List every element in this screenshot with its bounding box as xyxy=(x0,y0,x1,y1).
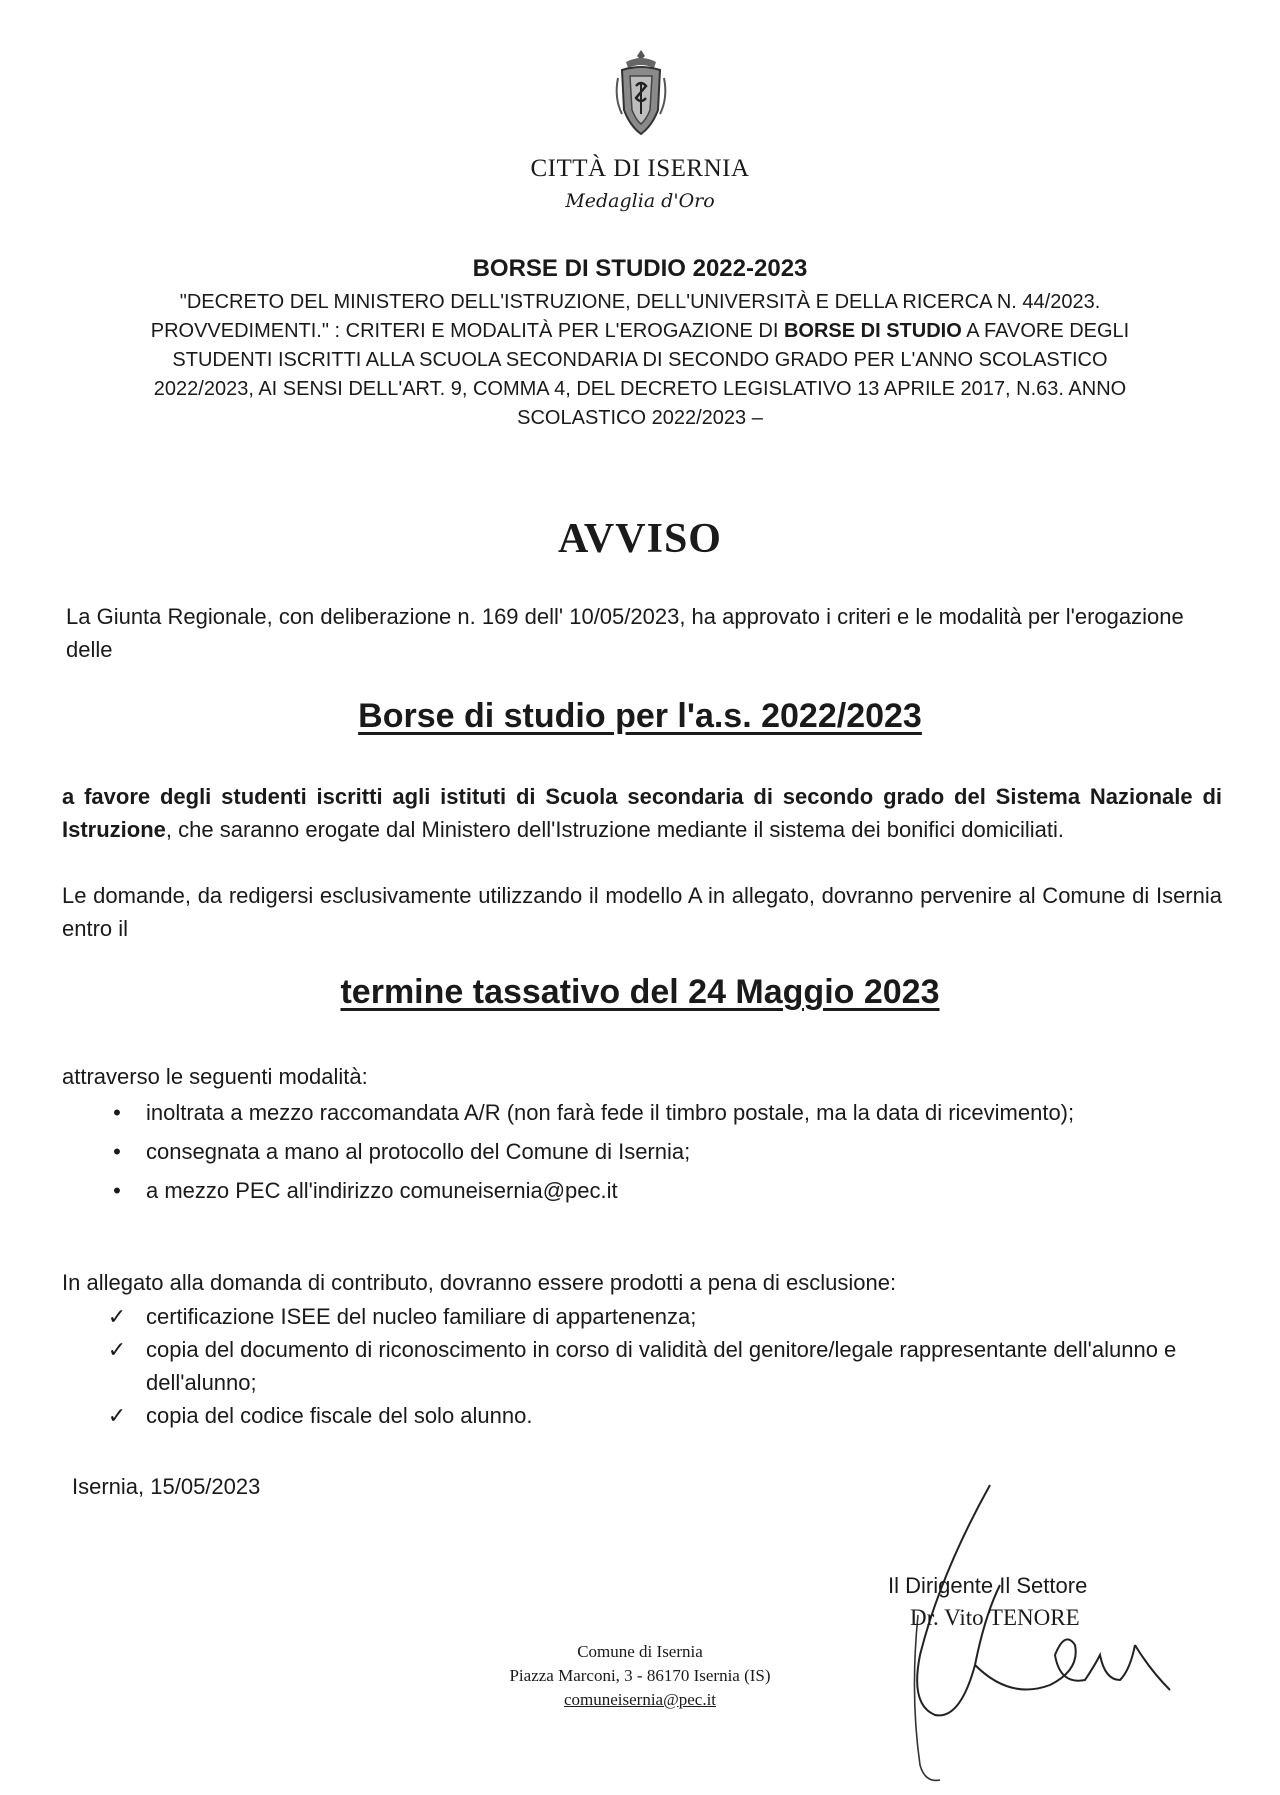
footer-line1: Comune di Isernia xyxy=(577,1642,703,1661)
method-text: a mezzo PEC all'indirizzo comuneisernia@pec.it xyxy=(146,1178,618,1203)
method-text: consegnata a mano al protocollo del Comune di Isernia; xyxy=(146,1139,691,1164)
list-item xyxy=(62,1399,1222,1432)
method-text: inoltrata a mezzo raccomandata A/R (non farà fede il timbro postale, ma la data di ricevimento); xyxy=(146,1100,1075,1125)
attachments-intro: In allegato alla domanda di contributo, dovranno essere prodotti a pena di esclusione: xyxy=(62,1270,897,1295)
attachment-text: copia del codice fiscale del solo alunno. xyxy=(146,1403,533,1428)
intro-paragraph: La Giunta Regionale, con deliberazione n. 169 dell' 10/05/2023, ha approvato i criteri e le modalità per l'erogazione delle xyxy=(66,604,1184,662)
notice-title: BORSE DI STUDIO 2022-2023 xyxy=(472,255,808,282)
beneficiaries-rest: , che saranno erogate dal Ministero dell'Istruzione mediante il sistema dei bonifici domiciliati. xyxy=(165,817,1064,842)
attachment-text: certificazione ISEE del nucleo familiare di appartenenza; xyxy=(146,1304,697,1329)
decree-text-start: "DECRETO DEL MINISTERO DELL'ISTRUZIONE, DELL'UNIVERSITÀ E DELLA RICERCA N. 44/2023. PROVVEDIMENTI." : CRITERI E MODALITÀ PER L'EROGAZIONE DI xyxy=(150,291,1101,342)
list-item xyxy=(62,1333,1222,1399)
attachments-list xyxy=(62,1300,1222,1432)
beneficiaries-paragraph xyxy=(62,780,1222,846)
deadline-heading: termine tassativo del 24 Maggio 2023 xyxy=(340,973,940,1011)
scholarship-subheading: Borse di studio per l'a.s. 2022/2023 xyxy=(358,697,922,735)
list-item xyxy=(62,1096,1222,1129)
footer-line2: Piazza Marconi, 3 - 86170 Isernia (IS) xyxy=(509,1666,771,1685)
notice-heading: AVVISO xyxy=(558,516,722,562)
list-item xyxy=(62,1135,1222,1168)
city-motto: Medaglia d'Oro xyxy=(565,190,715,212)
check-icon: ✓ xyxy=(107,1337,127,1362)
application-paragraph: Le domande, da redigersi esclusivamente utilizzando il modello A in allegato, dovranno pervenire al Comune di Isernia entro il xyxy=(62,883,1222,941)
footer-email-link[interactable]: comuneisernia@pec.it xyxy=(563,1690,717,1709)
check-icon: ✓ xyxy=(107,1304,127,1329)
decree-text-bold: BORSE DI STUDIO xyxy=(783,320,962,342)
signatory-name: Dr. Vito TENORE xyxy=(910,1605,1080,1630)
attachment-text: copia del documento di riconoscimento in corso di validità del genitore/legale rappresentante dell'alunno e dell'alunno; xyxy=(146,1337,1177,1395)
bullet-icon: • xyxy=(113,1178,121,1203)
decree-text-end: A FAVORE DEGLI STUDENTI ISCRITTI ALLA SCUOLA SECONDARIA DI SECONDO GRADO PER L'ANNO SCOLASTICO 2022/2023, AI SENSI DELL'ART. 9, COMMA 4, DEL DECRETO LEGISLATIVO 13 APRILE 2017, N.63. ANNO SCOLASTICO 2022/2023 – xyxy=(153,320,1130,429)
signatory-role: Il Dirigente Il Settore xyxy=(888,1573,1088,1598)
bullet-icon: • xyxy=(113,1100,121,1125)
place-date: Isernia, 15/05/2023 xyxy=(72,1474,261,1499)
city-crest-icon xyxy=(612,48,670,138)
list-item xyxy=(62,1300,1222,1333)
footer-address xyxy=(0,1640,1280,1712)
city-name: CITTÀ DI ISERNIA xyxy=(530,155,750,182)
decree-reference xyxy=(150,288,1130,433)
list-item xyxy=(62,1174,1222,1207)
bullet-icon: • xyxy=(113,1139,121,1164)
methods-intro: attraverso le seguenti modalità: xyxy=(62,1064,368,1089)
check-icon: ✓ xyxy=(107,1403,127,1428)
beneficiaries-bold: a favore degli studenti iscritti agli istituti di Scuola secondaria di secondo grado del Sistema Nazionale di Istruzione xyxy=(62,784,1222,842)
methods-list xyxy=(62,1096,1222,1213)
